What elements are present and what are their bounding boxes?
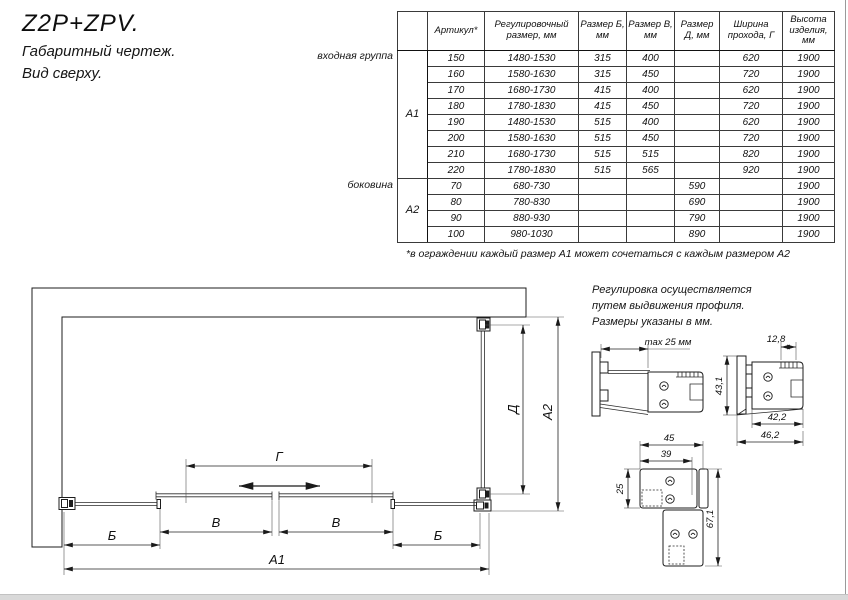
detail-dim-corner-outer: 45 <box>663 433 675 444</box>
cell-range: 1580-1630 <box>485 67 579 83</box>
side-panel <box>477 318 490 500</box>
drawing-type-subtitle: Габаритный чертеж. <box>22 43 176 60</box>
table-row <box>398 67 835 83</box>
cell-d: 690 <box>675 195 720 211</box>
table-footnote: *в ограждении каждый размер А1 может сочетаться с каждым размером А2 <box>406 248 790 260</box>
detail-corner-profile <box>615 433 722 566</box>
detail-adjustable-profile <box>714 334 803 446</box>
cell-b: 415 <box>579 83 627 99</box>
cell-range: 680-730 <box>485 179 579 195</box>
cell-range: 1680-1730 <box>485 83 579 99</box>
cell-article: 200 <box>428 131 485 147</box>
table-row <box>398 147 835 163</box>
cell-v: 450 <box>627 131 675 147</box>
table-row <box>398 115 835 131</box>
cell-v: 400 <box>627 115 675 131</box>
cell-h: 1900 <box>783 211 835 227</box>
header-pass-width: Ширина прохода, Г <box>720 12 783 51</box>
cell-v <box>627 179 675 195</box>
cell-h: 1900 <box>783 67 835 83</box>
cell-b: 315 <box>579 51 627 67</box>
cell-v: 450 <box>627 67 675 83</box>
cell-b <box>579 211 627 227</box>
page-edge-bottom-strip <box>0 594 848 600</box>
cell-h: 1900 <box>783 51 835 67</box>
note-line: Регулировка осуществляется <box>592 284 752 296</box>
dim-label-v-left: В <box>211 515 221 530</box>
cell-d <box>675 51 720 67</box>
cell-b: 515 <box>579 163 627 179</box>
dim-label-a2: А2 <box>540 404 555 420</box>
cell-range: 780-830 <box>485 195 579 211</box>
title-block <box>22 10 175 82</box>
dim-label-g: Г <box>275 449 283 464</box>
cell-b: 315 <box>579 67 627 83</box>
cell-h: 1900 <box>783 147 835 163</box>
table-row <box>398 227 835 243</box>
cell-g: 820 <box>720 147 783 163</box>
detail-dim-corner-depth: 25 <box>615 483 626 495</box>
table-header-row <box>398 12 835 51</box>
header-size-v: Размер В, мм <box>627 12 675 51</box>
group-label-sidewall: боковина <box>347 179 393 191</box>
cell-d <box>675 163 720 179</box>
detail-dim-teeth-width: 12,8 <box>766 334 786 345</box>
cell-g <box>720 227 783 243</box>
cell-range: 1680-1730 <box>485 147 579 163</box>
table-row <box>398 83 835 99</box>
header-range: Регулировочный размер, мм <box>485 12 579 51</box>
cell-v: 450 <box>627 99 675 115</box>
cell-v: 400 <box>627 83 675 99</box>
cell-article: 100 <box>428 227 485 243</box>
sliding-door-left <box>156 492 272 501</box>
cell-v <box>627 211 675 227</box>
cell-d <box>675 131 720 147</box>
cell-article: 160 <box>428 67 485 83</box>
cell-range: 1780-1830 <box>485 163 579 179</box>
cell-h: 1900 <box>783 131 835 147</box>
front-assembly <box>59 492 476 510</box>
technical-drawing <box>0 270 848 600</box>
cell-g <box>720 179 783 195</box>
view-subtitle: Вид сверху. <box>22 65 103 82</box>
cell-b <box>579 195 627 211</box>
extension-lines <box>64 317 564 575</box>
model-title: Z2P+ZPV. <box>22 10 140 37</box>
table-row <box>398 99 835 115</box>
top-view <box>32 288 564 575</box>
cell-h: 1900 <box>783 227 835 243</box>
cell-d: 890 <box>675 227 720 243</box>
cell-article: 190 <box>428 115 485 131</box>
cell-g: 920 <box>720 163 783 179</box>
header-height: Высота изделия, мм <box>783 12 835 51</box>
detail-dim-width-inner: 42,2 <box>767 412 787 423</box>
group-code-a1: А1 <box>398 51 428 179</box>
spec-table <box>397 11 835 243</box>
cell-h: 1900 <box>783 195 835 211</box>
cell-range: 1480-1530 <box>485 115 579 131</box>
cell-article: 210 <box>428 147 485 163</box>
cell-article: 150 <box>428 51 485 67</box>
cell-v <box>627 227 675 243</box>
cell-range: 880-930 <box>485 211 579 227</box>
detail-dim-corner-inner: 39 <box>660 449 672 460</box>
cell-h: 1900 <box>783 83 835 99</box>
cell-b <box>579 179 627 195</box>
cell-g <box>720 195 783 211</box>
cell-d: 790 <box>675 211 720 227</box>
table-row <box>398 211 835 227</box>
cell-g: 720 <box>720 99 783 115</box>
cell-v: 515 <box>627 147 675 163</box>
page-edge-right-line <box>845 0 846 600</box>
cell-v <box>627 195 675 211</box>
cell-h: 1900 <box>783 163 835 179</box>
table-row <box>398 51 835 67</box>
cell-h: 1900 <box>783 99 835 115</box>
group-label-entrance: входная группа <box>317 50 393 62</box>
cell-d <box>675 83 720 99</box>
dim-label-v-right: В <box>331 515 341 530</box>
dim-label-b-left: Б <box>107 528 117 543</box>
cell-d <box>675 115 720 131</box>
dim-label-d: Д <box>505 404 520 414</box>
cell-b: 415 <box>579 99 627 115</box>
detail-dim-max-travel: max 25 мм <box>644 337 692 348</box>
cell-b: 515 <box>579 115 627 131</box>
detail-dim-profile-height: 43,1 <box>714 376 725 396</box>
cell-article: 70 <box>428 179 485 195</box>
cell-article: 170 <box>428 83 485 99</box>
dimension-lines <box>64 317 558 569</box>
table-row <box>398 163 835 179</box>
cell-h: 1900 <box>783 115 835 131</box>
header-article: Артикул* <box>428 12 485 51</box>
table-row <box>398 131 835 147</box>
corner-profile <box>474 500 491 511</box>
cell-v: 565 <box>627 163 675 179</box>
header-group <box>398 12 428 51</box>
cell-range: 1480-1530 <box>485 51 579 67</box>
header-size-d: Размер Д, мм <box>675 12 720 51</box>
cell-h: 1900 <box>783 179 835 195</box>
cell-g: 720 <box>720 67 783 83</box>
cell-b <box>579 227 627 243</box>
cell-g: 720 <box>720 131 783 147</box>
cell-range: 1780-1830 <box>485 99 579 115</box>
dim-label-b-right: Б <box>433 528 443 543</box>
cell-article: 220 <box>428 163 485 179</box>
note-line: Размеры указаны в мм. <box>592 315 713 328</box>
cell-article: 80 <box>428 195 485 211</box>
table-row <box>398 179 835 195</box>
cell-g <box>720 211 783 227</box>
cell-range: 980-1030 <box>485 227 579 243</box>
group-code-a2: А2 <box>398 179 428 243</box>
detail-wall-profile <box>592 337 703 416</box>
detail-dim-corner-height: 67,1 <box>705 509 716 529</box>
cell-g: 620 <box>720 115 783 131</box>
cell-d <box>675 147 720 163</box>
sliding-door-right <box>279 492 393 501</box>
cell-d: 590 <box>675 179 720 195</box>
cell-article: 180 <box>428 99 485 115</box>
cell-range: 1580-1630 <box>485 131 579 147</box>
cell-v: 400 <box>627 51 675 67</box>
header-size-b: Размер Б, мм <box>579 12 627 51</box>
cell-article: 90 <box>428 211 485 227</box>
cell-g: 620 <box>720 83 783 99</box>
cell-b: 515 <box>579 131 627 147</box>
table-row <box>398 195 835 211</box>
cell-b: 515 <box>579 147 627 163</box>
detail-dim-width-outer: 46,2 <box>760 430 780 441</box>
cell-d <box>675 67 720 83</box>
cell-g: 620 <box>720 51 783 67</box>
note-line: путем выдвижения профиля. <box>592 299 745 312</box>
dim-label-a1: А1 <box>269 552 285 567</box>
cell-d <box>675 99 720 115</box>
